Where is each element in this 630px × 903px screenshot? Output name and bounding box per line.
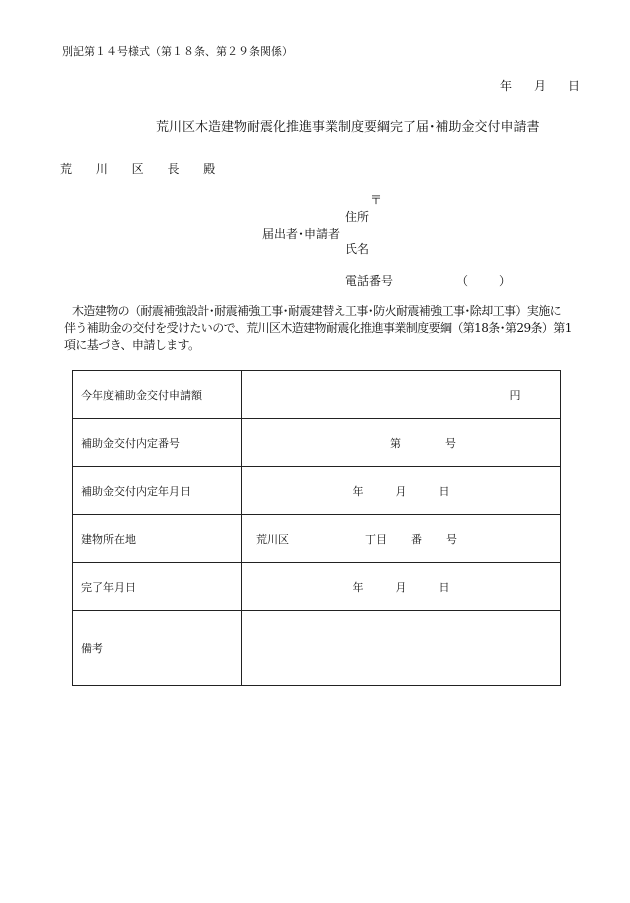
location-label: 建物所在地 [73,515,242,563]
completion-date-month: 月 [395,580,407,594]
applicant-role-label: 届出者･申請者 [262,227,341,241]
submission-date [500,80,580,92]
amount-unit: 円 [509,388,521,402]
decision-date-field[interactable] [242,467,561,515]
date-year-label: 年 [500,79,513,93]
table-row-amount [73,371,561,419]
decision-date-label: 補助金交付内定年月日 [73,467,242,515]
date-month-label: 月 [534,79,547,93]
location-ward: 荒川区 [256,532,289,546]
decision-date-day: 日 [438,484,450,498]
table-row-decision-date [73,467,561,515]
location-go: 号 [446,532,457,546]
decision-date-month: 月 [395,484,407,498]
phone-area-code-open: （ [456,274,469,288]
remarks-label: 備考 [73,611,242,686]
completion-date-day: 日 [438,580,450,594]
location-chome: 丁目 [365,532,387,546]
table-row-remarks [73,611,561,686]
amount-field[interactable] [242,371,561,419]
table-row-decision-number [73,419,561,467]
application-table [72,370,561,686]
completion-date-field[interactable] [242,563,561,611]
decision-number-suffix: 号 [445,436,456,450]
form-reference: 別記第１４号様式（第１８条、第２９条関係） [62,45,293,58]
postal-mark-icon: 〒 [370,193,383,207]
location-field[interactable] [242,515,561,563]
remarks-field[interactable] [242,611,561,686]
phone-label: 電話番号 [345,274,394,288]
completion-date-label: 完了年月日 [73,563,242,611]
decision-number-label: 補助金交付内定番号 [73,419,242,467]
decision-date-year: 年 [352,484,364,498]
table-row-location [73,515,561,563]
location-ban: 番 [411,532,422,546]
table-row-completion-date [73,563,561,611]
addressee: 荒 川 区 長 殿 [60,162,226,176]
address-label: 住所 [345,210,370,224]
phone-area-code-close: ） [499,274,512,288]
date-day-label: 日 [568,79,581,93]
name-label: 氏名 [345,242,370,256]
decision-number-field[interactable] [242,419,561,467]
completion-date-year: 年 [352,580,364,594]
application-statement: 木造建物の（耐震補強設計･耐震補強工事･耐震建替え工事･防火耐震補強工事･除却工事）実施に伴う補助金の交付を受けたいので、荒川区木造建物耐震化推進事業制度要綱（第18条･第29条）第1項に基づき、申請します。 [64,304,572,352]
document-title: 荒川区木造建物耐震化推進事業制度要綱完了届･補助金交付申請書 [156,120,540,135]
amount-label: 今年度補助金交付申請額 [73,371,242,419]
decision-number-prefix: 第 [390,436,401,450]
